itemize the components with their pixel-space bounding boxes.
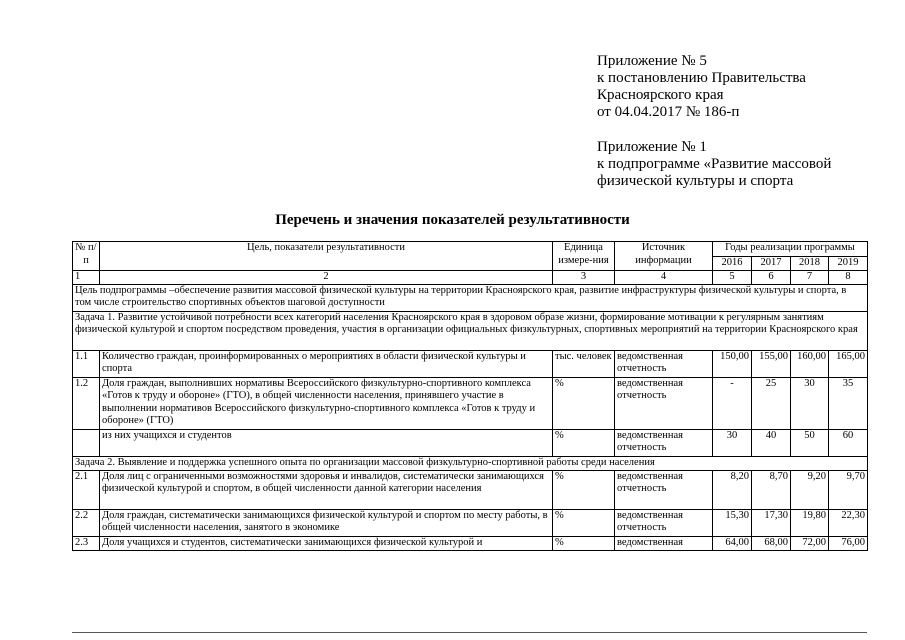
- row-value-2016: 150,00: [713, 350, 752, 377]
- row-text: Доля учащихся и студентов, систематически занимающихся физической культурой и: [100, 536, 553, 550]
- document-title: Перечень и значения показателей результативности: [275, 212, 630, 228]
- row-source: ведомственная: [615, 536, 713, 550]
- row-value-2019: 9,70: [829, 470, 868, 509]
- row-text: Количество граждан, проинформированных о мероприятиях в области физической культуры и спорта: [100, 350, 553, 377]
- header-years: Годы реализации программы: [713, 242, 868, 257]
- header-source: Источник информации: [615, 242, 713, 271]
- table-row: [73, 429, 868, 456]
- col-number-2: 2: [100, 271, 553, 285]
- appendix-header: [597, 53, 897, 190]
- row-value-2018: 160,00: [791, 350, 829, 377]
- row-value-2019: 76,00: [829, 536, 868, 550]
- row-unit: тыс. человек: [553, 350, 615, 377]
- row-text: Доля граждан, выполнивших нормативы Всероссийского физкультурно-спортивного комплекса «Готов к труду и обороне» (ГТО), в общей численности населения, принявшего участие в выполнении нормативов Всероссийского физкультурно-спортивного комплекса «Готов к труду и обороне» (ГТО): [100, 377, 553, 429]
- col-number-3: 3: [553, 271, 615, 285]
- col-number-7: 7: [791, 271, 829, 285]
- row-source: ведомственная отчетность: [615, 350, 713, 377]
- col-number-1: 1: [73, 271, 100, 285]
- task-1-row: Задача 1. Развитие устойчивой потребности всех категорий населения Красноярского края в здоровом образе жизни, формирование мотивации к регулярным занятиям физической культурой и спортом посредством проведения, участия в организации официальных физкультурных, спортивных мероприятий на территории Красноярского края: [73, 311, 868, 350]
- table-row: [73, 470, 868, 509]
- row-num: 1.2: [73, 377, 100, 429]
- row-num: 2.3: [73, 536, 100, 550]
- header-num: № п/п: [73, 242, 100, 271]
- table-row: [73, 377, 868, 429]
- appendix-5-line-1: Приложение № 5: [597, 53, 707, 69]
- row-value-2018: 72,00: [791, 536, 829, 550]
- row-value-2016: 30: [713, 429, 752, 456]
- col-number-8: 8: [829, 271, 868, 285]
- row-text: из них учащихся и студентов: [100, 429, 553, 456]
- row-value-2019: 35: [829, 377, 868, 429]
- row-num: [73, 429, 100, 456]
- row-value-2017: 40: [752, 429, 791, 456]
- goal-row: Цель подпрограммы –обеспечение развития массовой физической культуры на территории Красноярского края, развитие инфраструктуры физической культуры и спорта, в том числе строительство спортивных объектов шаговой доступности: [73, 284, 868, 311]
- appendix-1-line-2: к подпрограмме «Развитие массовой: [597, 156, 832, 172]
- table-row: [73, 350, 868, 377]
- row-source: ведомственная отчетность: [615, 429, 713, 456]
- table-row: [73, 509, 868, 536]
- row-unit: %: [553, 509, 615, 536]
- row-unit: %: [553, 377, 615, 429]
- header-year-2017: 2017: [752, 257, 791, 271]
- row-value-2017: 155,00: [752, 350, 791, 377]
- row-value-2018: 50: [791, 429, 829, 456]
- row-num: 2.1: [73, 470, 100, 509]
- task-2-row: Задача 2. Выявление и поддержка успешного опыта по организации массовой физкультурно-спортивной работы среди населения: [73, 456, 868, 470]
- header-year-2019: 2019: [829, 257, 868, 271]
- row-value-2016: -: [713, 377, 752, 429]
- row-text: Доля лиц с ограниченными возможностями здоровья и инвалидов, систематически занимающихся физической культурой и спортом, в общей численности данной категории населения: [100, 470, 553, 509]
- appendix-5-line-3: Красноярского края: [597, 87, 724, 103]
- row-value-2016: 15,30: [713, 509, 752, 536]
- row-value-2016: 64,00: [713, 536, 752, 550]
- header-unit: Единица измере-ния: [553, 242, 615, 271]
- row-value-2017: 8,70: [752, 470, 791, 509]
- col-number-6: 6: [752, 271, 791, 285]
- row-value-2019: 22,30: [829, 509, 868, 536]
- row-unit: %: [553, 536, 615, 550]
- indicators-table: [72, 241, 868, 551]
- row-source: ведомственная отчетность: [615, 470, 713, 509]
- row-num: 2.2: [73, 509, 100, 536]
- row-unit: %: [553, 470, 615, 509]
- row-num: 1.1: [73, 350, 100, 377]
- col-number-4: 4: [615, 271, 713, 285]
- col-number-5: 5: [713, 271, 752, 285]
- appendix-1-line-1: Приложение № 1: [597, 139, 707, 155]
- row-value-2017: 25: [752, 377, 791, 429]
- appendix-5-line-2: к постановлению Правительства: [597, 70, 806, 86]
- row-unit: %: [553, 429, 615, 456]
- row-value-2018: 19,80: [791, 509, 829, 536]
- row-value-2017: 68,00: [752, 536, 791, 550]
- scan-edge-line: [72, 632, 867, 633]
- row-text: Доля граждан, систематически занимающихся физической культурой и спортом по месту работы, в общей численности населения, занятого в экономике: [100, 509, 553, 536]
- row-value-2017: 17,30: [752, 509, 791, 536]
- table-row: [73, 536, 868, 550]
- row-value-2018: 30: [791, 377, 829, 429]
- row-source: ведомственная отчетность: [615, 509, 713, 536]
- header-goal: Цель, показатели результативности: [100, 242, 553, 271]
- appendix-1-line-3: физической культуры и спорта: [597, 173, 794, 189]
- header-year-2018: 2018: [791, 257, 829, 271]
- row-value-2019: 165,00: [829, 350, 868, 377]
- appendix-5-line-4: от 04.04.2017 № 186-п: [597, 104, 740, 120]
- row-value-2019: 60: [829, 429, 868, 456]
- row-value-2016: 8,20: [713, 470, 752, 509]
- row-source: ведомственная отчетность: [615, 377, 713, 429]
- row-value-2018: 9,20: [791, 470, 829, 509]
- header-year-2016: 2016: [713, 257, 752, 271]
